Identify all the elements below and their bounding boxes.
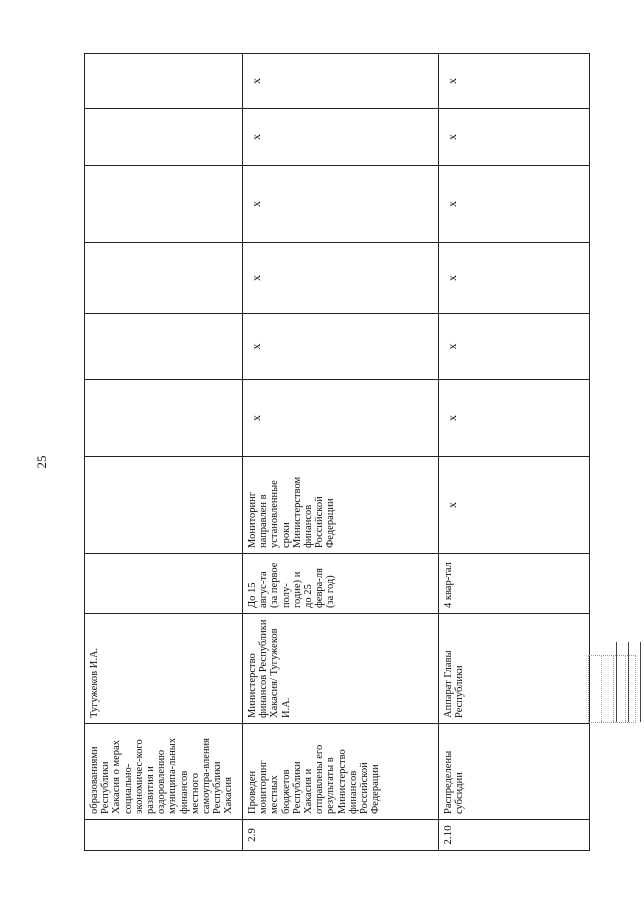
stamp-line: __________ bbox=[602, 642, 619, 722]
deadline-cell: 4 квар-тал bbox=[439, 554, 590, 614]
value-cell: х bbox=[243, 314, 439, 380]
event-cell: Распределены субсидии bbox=[439, 724, 590, 820]
deadline-cell bbox=[85, 554, 243, 614]
row-number: 2.9 bbox=[243, 820, 439, 851]
result-cell: Мониторинг направлен в установленные сроки Министерством финансов Российской Федерации bbox=[243, 457, 439, 554]
responsible-cell: Тугужеков И.А. bbox=[85, 614, 243, 724]
event-cell: образованиями Республики Хакасия о мерах социально-экономичес-кого развития и оздоровлению муниципа-льных финансов местного самоупра-вления Республики Хакасия bbox=[85, 724, 243, 820]
rotated-table-wrapper bbox=[84, 54, 589, 851]
stamp-line: __________ bbox=[614, 642, 631, 722]
value-cell bbox=[85, 243, 243, 314]
deadline-cell: До 15 авгус-та (за первое полу-годие) и до 25 февра-ля (за год) bbox=[243, 554, 439, 614]
value-cell: х bbox=[243, 54, 439, 109]
row-number bbox=[85, 820, 243, 851]
table-row bbox=[85, 54, 243, 851]
responsible-cell: Министерство финансов Республики Хакасия/ Тугужеков И.А. bbox=[243, 614, 439, 724]
value-cell: х bbox=[439, 314, 590, 380]
value-cell: х bbox=[439, 54, 590, 109]
value-cell bbox=[85, 54, 243, 109]
value-cell: х bbox=[439, 380, 590, 457]
value-cell bbox=[85, 380, 243, 457]
result-cell: х bbox=[439, 457, 590, 554]
value-cell: х bbox=[243, 380, 439, 457]
event-cell: Проведен мониторинг местных бюджетов Республики Хакасия и отправлены его результаты в Министерство финансов Российской Федерации bbox=[243, 724, 439, 820]
responsible-cell: Аппарат Главы Республики bbox=[439, 614, 590, 724]
registration-stamp bbox=[588, 642, 643, 723]
value-cell bbox=[85, 166, 243, 243]
value-cell: х bbox=[243, 243, 439, 314]
value-cell: х bbox=[243, 109, 439, 166]
row-number: 2.10 bbox=[439, 820, 590, 851]
page-number: 25 bbox=[34, 455, 49, 469]
value-cell: х bbox=[439, 166, 590, 243]
table-row bbox=[439, 54, 590, 851]
value-cell bbox=[85, 314, 243, 380]
value-cell: х bbox=[439, 109, 590, 166]
value-cell: х bbox=[243, 166, 439, 243]
stamp-line: __________ bbox=[626, 642, 643, 722]
table-row bbox=[243, 54, 439, 851]
value-cell bbox=[85, 109, 243, 166]
result-cell bbox=[85, 457, 243, 554]
plan-table bbox=[84, 53, 590, 851]
value-cell: х bbox=[439, 243, 590, 314]
